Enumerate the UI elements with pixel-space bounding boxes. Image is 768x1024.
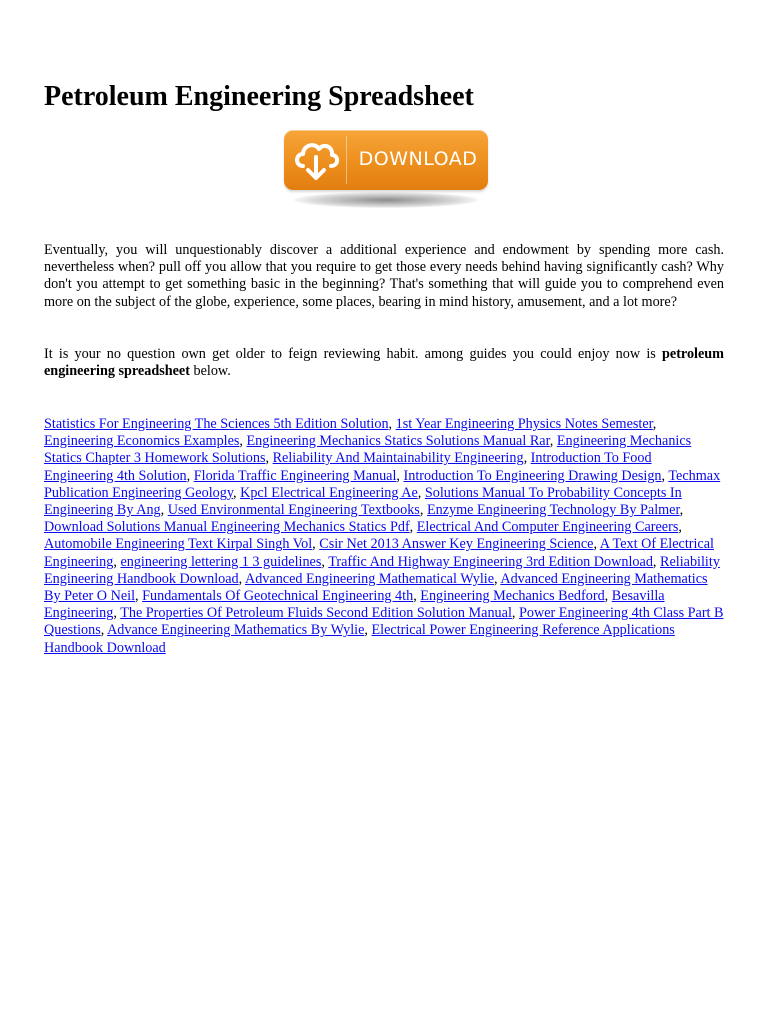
link-separator: , — [417, 484, 425, 501]
second-paragraph-end: below. — [189, 363, 231, 380]
link-separator: , — [593, 536, 600, 553]
related-link[interactable]: Besavilla Engineering — [44, 588, 665, 622]
link-separator: , — [652, 416, 657, 432]
cloud-download-icon — [290, 134, 342, 186]
link-separator: , — [113, 553, 121, 570]
related-link[interactable]: Electrical And Computer Engineering Careers — [416, 519, 679, 536]
link-separator: , — [523, 450, 531, 467]
link-separator: , — [233, 484, 241, 501]
link-separator: , — [549, 433, 557, 450]
related-link[interactable]: Electrical Power Engineering Reference Applications Handbook Download — [44, 622, 675, 656]
link-separator: , — [238, 570, 245, 587]
related-links — [44, 416, 724, 657]
link-separator: , — [604, 588, 612, 605]
related-link[interactable]: The Properties Of Petroleum Fluids Second Edition Solution Manual — [120, 605, 512, 622]
related-link[interactable]: Statistics For Engineering The Sciences 5th Edition Solution — [44, 416, 389, 432]
button-shadow — [294, 192, 478, 208]
related-link[interactable]: Power Engineering 4th Class Part B Questions — [44, 605, 724, 639]
button-divider — [346, 136, 347, 184]
related-link[interactable]: engineering lettering 1 3 guidelines — [120, 553, 322, 570]
link-separator: , — [413, 588, 421, 605]
related-link[interactable]: Reliability And Maintainability Engineering — [272, 450, 524, 467]
link-separator: , — [160, 502, 168, 519]
second-paragraph-text: It is your no question own get older to feign reviewing habit. among guides you could enjoy now is — [44, 346, 662, 362]
link-separator: , — [396, 467, 404, 484]
related-link[interactable]: 1st Year Engineering Physics Notes Semester — [395, 416, 653, 432]
link-separator: , — [321, 553, 329, 570]
link-separator: , — [135, 588, 143, 605]
link-separator: , — [186, 467, 194, 484]
related-link[interactable]: Advanced Engineering Mathematics By Peter O Neil — [44, 570, 708, 605]
related-link[interactable]: Engineering Mechanics Statics Solutions Manual Rar — [246, 433, 550, 450]
related-link[interactable]: Traffic And Highway Engineering 3rd Edition Download — [328, 553, 653, 570]
link-separator: , — [419, 502, 427, 519]
related-link[interactable]: Reliability Engineering Handbook Download — [44, 553, 720, 587]
related-link[interactable]: Advanced Engineering Mathematical Wylie — [244, 570, 495, 587]
related-link[interactable]: Introduction To Food Engineering 4th Solution — [44, 450, 652, 484]
related-link[interactable]: Techmax Publication Engineering Geology — [44, 467, 721, 501]
link-separator: , — [661, 467, 669, 484]
link-separator: , — [678, 519, 682, 536]
link-separator: , — [409, 519, 417, 536]
link-separator: , — [312, 536, 320, 553]
page-title: Petroleum Engineering Spreadsheet — [44, 81, 474, 112]
link-separator: , — [265, 450, 273, 467]
download-button[interactable] — [284, 130, 488, 190]
related-link[interactable]: Download Solutions Manual Engineering Mechanics Statics Pdf — [44, 519, 410, 536]
related-link[interactable]: Engineering Economics Examples — [44, 433, 240, 450]
download-button-area — [276, 128, 496, 220]
related-link[interactable]: Florida Traffic Engineering Manual — [193, 467, 397, 484]
link-separator: , — [494, 570, 501, 587]
link-separator: , — [652, 553, 661, 570]
related-link[interactable]: Introduction To Engineering Drawing Design — [403, 467, 662, 484]
related-link[interactable]: Automobile Engineering Text Kirpal Singh Vol — [44, 536, 313, 553]
related-link[interactable]: A Text Of Electrical Engineering — [44, 536, 714, 570]
link-separator: , — [679, 502, 684, 519]
related-link[interactable]: Advance Engineering Mathematics By Wylie — [107, 622, 365, 639]
related-link[interactable]: Enzyme Engineering Technology By Palmer — [426, 502, 680, 519]
related-link[interactable]: Solutions Manual To Probability Concepts In Engineering By Ang — [44, 484, 682, 519]
related-link[interactable]: Fundamentals Of Geotechnical Engineering 4th — [142, 588, 414, 605]
intro-paragraph: Eventually, you will unquestionably discover a additional experience and endowment by spending more cash. nevertheless when? pull off you allow that you require to get those every needs behind having significantly cash? Why don't you attempt to get something basic in the beginning? That's something that will guide you to comprehend even more on the subject of the globe, experience, some places, bearing in mind history, amusement, and a lot more? — [44, 242, 724, 310]
related-link[interactable]: Csir Net 2013 Answer Key Engineering Science — [319, 536, 594, 553]
bold-keyword: petroleum engineering spreadsheet — [44, 346, 724, 380]
second-paragraph — [44, 346, 724, 380]
link-separator: , — [364, 622, 372, 639]
link-separator: , — [511, 605, 519, 622]
link-separator: , — [239, 433, 247, 450]
related-link[interactable]: Engineering Mechanics Statics Chapter 3 Homework Solutions — [44, 433, 692, 467]
link-separator: , — [113, 605, 121, 622]
download-button-label: DOWNLOAD — [358, 148, 478, 170]
link-separator: , — [100, 622, 108, 639]
related-link[interactable]: Used Environmental Engineering Textbooks — [167, 502, 420, 519]
related-link[interactable]: Engineering Mechanics Bedford — [420, 588, 605, 605]
related-link[interactable]: Kpcl Electrical Engineering Ae — [240, 484, 418, 501]
link-separator: , — [388, 416, 396, 432]
